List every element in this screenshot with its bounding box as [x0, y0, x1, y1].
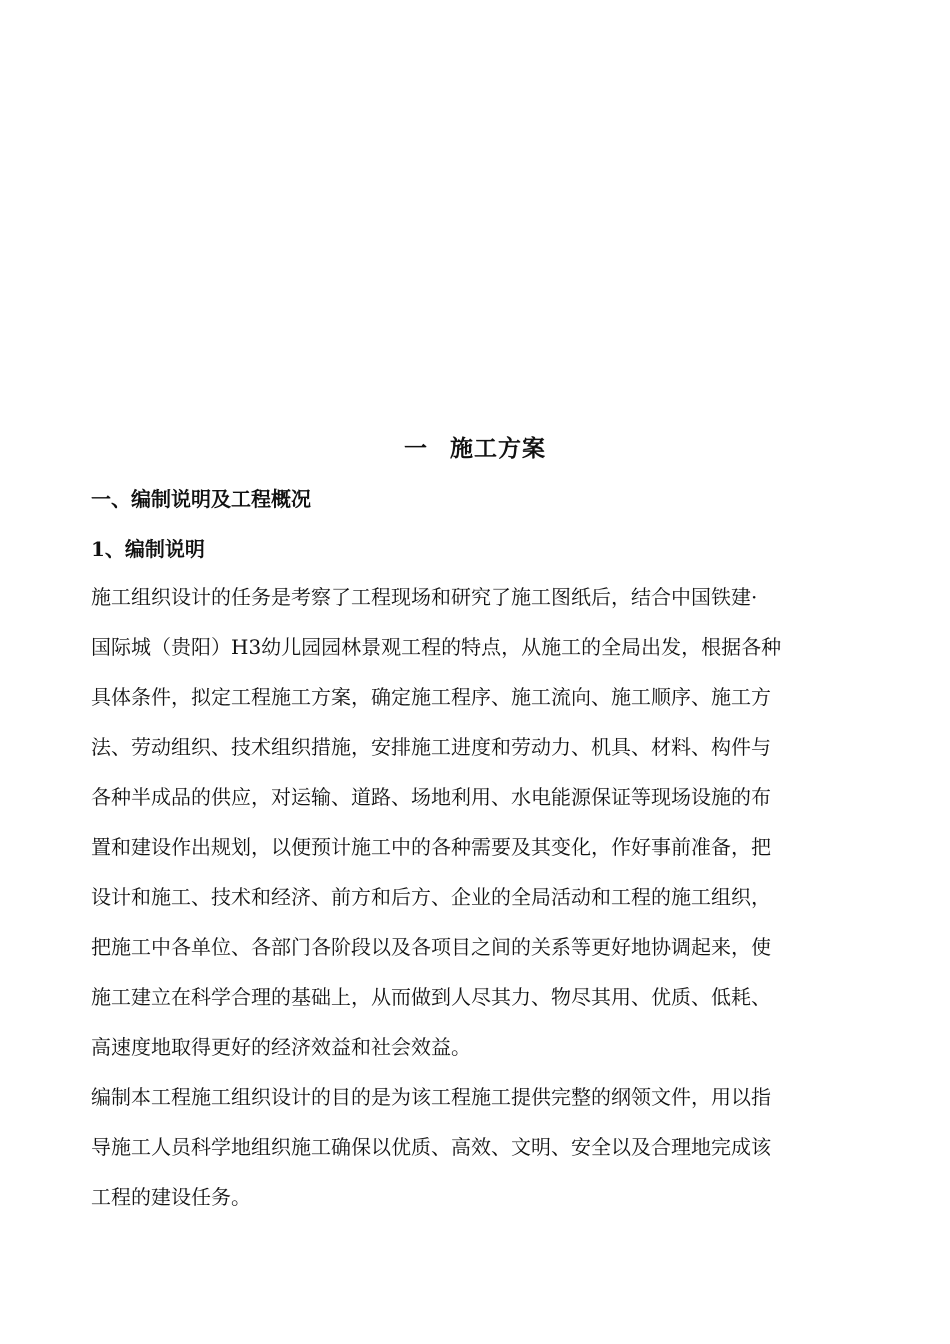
paragraph-line: 置和建设作出规划，以便预计施工中的各种需要及其变化，作好事前准备，把	[91, 835, 771, 859]
paragraph-line: 把施工中各单位、各部门各阶段以及各项目之间的关系等更好地协调起来，使	[91, 935, 771, 959]
paragraph-line: 高速度地取得更好的经济效益和社会效益。	[91, 1035, 471, 1059]
paragraph-line: 施工建立在科学合理的基础上，从而做到人尽其力、物尽其用、优质、低耗、	[91, 985, 771, 1009]
paragraph-line: 编制本工程施工组织设计的目的是为该工程施工提供完整的纲领文件，用以指	[91, 1085, 771, 1109]
paragraph-compilation-purpose	[91, 1072, 861, 1222]
paragraph-line: 工程的建设任务。	[91, 1185, 251, 1209]
paragraph-line: 国际城（贵阳）H3幼儿园园林景观工程的特点，从施工的全局出发，根据各种	[91, 635, 782, 659]
chapter-title	[0, 432, 950, 466]
paragraph-line: 法、劳动组织、技术组织措施，安排施工进度和劳动力、机具、材料、构件与	[91, 735, 771, 759]
paragraph-line: 导施工人员科学地组织施工确保以优质、高效、文明、安全以及合理地完成该	[91, 1135, 771, 1159]
section-heading: 一、编制说明及工程概况	[91, 487, 311, 511]
paragraph-line: 具体条件，拟定工程施工方案，确定施工程序、施工流向、施工顺序、施工方	[91, 685, 771, 709]
paragraph-line: 各种半成品的供应，对运输、道路、场地利用、水电能源保证等现场设施的布	[91, 785, 771, 809]
paragraph-line: 设计和施工、技术和经济、前方和后方、企业的全局活动和工程的施工组织，	[91, 885, 771, 909]
paragraph-compilation-task	[91, 572, 861, 1072]
paragraph-line: 施工组织设计的任务是考察了工程现场和研究了施工图纸后，结合中国铁建·	[91, 585, 758, 609]
chapter-number: 一	[404, 435, 428, 462]
chapter-title-text: 施工方案	[450, 435, 546, 462]
subsection-heading: 1、编制说明	[91, 537, 205, 561]
